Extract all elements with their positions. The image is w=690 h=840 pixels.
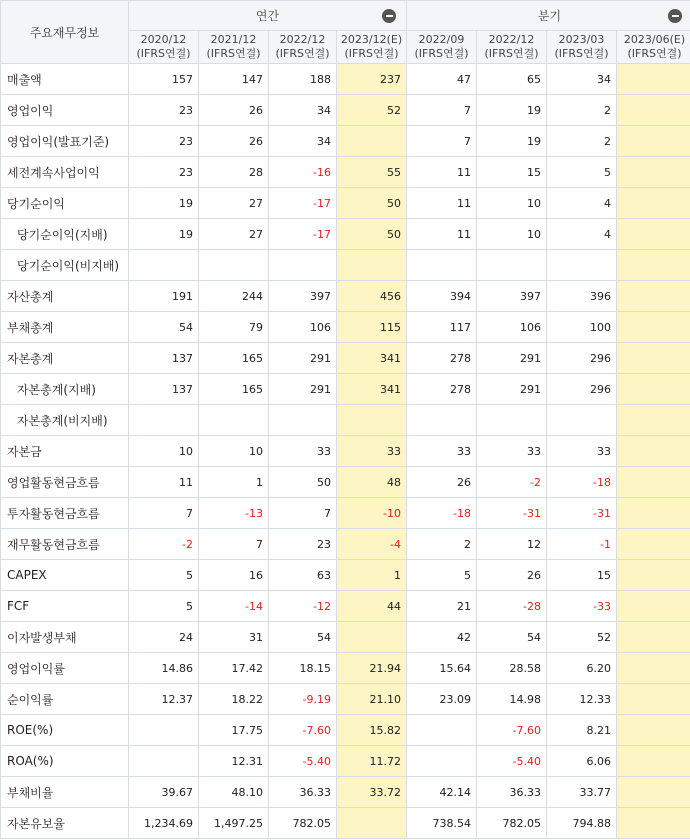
period-header <box>477 31 547 64</box>
table-cell <box>617 684 690 715</box>
table-cell: 296 <box>547 343 617 374</box>
table-cell: 100 <box>547 312 617 343</box>
period-basis: (IFRS연결) <box>136 47 191 60</box>
table-cell <box>617 529 690 560</box>
table-cell <box>617 126 690 157</box>
table-cell: 397 <box>269 281 337 312</box>
table-cell <box>407 405 477 436</box>
table-cell <box>617 653 690 684</box>
table-row <box>1 746 690 777</box>
table-cell: 106 <box>269 312 337 343</box>
row-label: 자산총계 <box>1 281 129 312</box>
row-label: CAPEX <box>1 560 129 591</box>
table-cell: 191 <box>129 281 199 312</box>
table-cell: 1 <box>337 560 407 591</box>
table-cell <box>617 777 690 808</box>
table-cell: 11.72 <box>337 746 407 777</box>
table-cell: 244 <box>199 281 269 312</box>
table-cell: 782.05 <box>477 808 547 839</box>
period-date: 2022/12 <box>488 33 535 46</box>
period-basis: (IFRS연결) <box>484 47 539 60</box>
table-cell: 137 <box>129 374 199 405</box>
table-cell <box>617 560 690 591</box>
table-cell: 52 <box>337 95 407 126</box>
table-cell: -17 <box>269 219 337 250</box>
table-cell: 55 <box>337 157 407 188</box>
period-basis: (IFRS연결) <box>414 47 469 60</box>
table-cell: -12 <box>269 591 337 622</box>
table-cell <box>617 95 690 126</box>
table-cell: 16 <box>199 560 269 591</box>
table-row <box>1 95 690 126</box>
table-cell: 23 <box>129 126 199 157</box>
table-cell: 2 <box>547 95 617 126</box>
table-cell: 34 <box>269 95 337 126</box>
row-label: 세전계속사업이익 <box>1 157 129 188</box>
table-cell: 44 <box>337 591 407 622</box>
table-cell: 4 <box>547 219 617 250</box>
table-cell: 36.33 <box>269 777 337 808</box>
table-cell: 5 <box>129 560 199 591</box>
table-cell: 11 <box>407 157 477 188</box>
table-cell: 10 <box>199 436 269 467</box>
table-cell: 36.33 <box>477 777 547 808</box>
table-cell: 17.75 <box>199 715 269 746</box>
table-cell: 19 <box>477 95 547 126</box>
table-cell: 291 <box>269 343 337 374</box>
period-header <box>269 31 337 64</box>
table-cell: 33 <box>547 436 617 467</box>
table-cell: 42 <box>407 622 477 653</box>
period-date: 2022/09 <box>418 33 465 46</box>
table-cell <box>269 250 337 281</box>
table-cell: -13 <box>199 498 269 529</box>
row-label: 자본유보율 <box>1 808 129 839</box>
table-cell: 19 <box>477 126 547 157</box>
table-cell: 157 <box>129 64 199 95</box>
table-cell: 48.10 <box>199 777 269 808</box>
table-cell <box>617 591 690 622</box>
quarterly-group-header <box>407 1 690 31</box>
table-cell: 11 <box>129 467 199 498</box>
table-cell: 7 <box>199 529 269 560</box>
table-cell: 7 <box>407 126 477 157</box>
table-cell: -9.19 <box>269 684 337 715</box>
table-cell: 33 <box>407 436 477 467</box>
table-cell <box>337 405 407 436</box>
table-row <box>1 374 690 405</box>
table-cell <box>547 250 617 281</box>
period-basis: (IFRS연결) <box>554 47 609 60</box>
table-cell: 738.54 <box>407 808 477 839</box>
table-row <box>1 405 690 436</box>
table-cell: 1,234.69 <box>129 808 199 839</box>
table-row <box>1 622 690 653</box>
table-cell <box>617 250 690 281</box>
period-date: 2023/12(E) <box>340 33 403 46</box>
table-cell: 33.72 <box>337 777 407 808</box>
table-cell <box>407 250 477 281</box>
row-label: 이자발생부채 <box>1 622 129 653</box>
annual-group-label: 연간 <box>255 9 280 23</box>
table-cell: 10 <box>129 436 199 467</box>
table-cell: -31 <box>547 498 617 529</box>
table-row <box>1 250 690 281</box>
table-cell: 5 <box>547 157 617 188</box>
table-cell <box>129 715 199 746</box>
table-cell: 21.94 <box>337 653 407 684</box>
row-label: 영업이익(발표기준) <box>1 126 129 157</box>
table-cell: 115 <box>337 312 407 343</box>
table-cell <box>617 622 690 653</box>
table-cell: -10 <box>337 498 407 529</box>
table-cell: 341 <box>337 343 407 374</box>
table-cell: 79 <box>199 312 269 343</box>
table-cell: 27 <box>199 188 269 219</box>
table-row <box>1 560 690 591</box>
table-cell: 296 <box>547 374 617 405</box>
row-label: ROA(%) <box>1 746 129 777</box>
table-cell: 47 <box>407 64 477 95</box>
table-cell: 24 <box>129 622 199 653</box>
table-cell <box>617 746 690 777</box>
table-cell: -1 <box>547 529 617 560</box>
table-row <box>1 219 690 250</box>
table-cell: -2 <box>129 529 199 560</box>
quarterly-group-label: 분기 <box>537 9 562 23</box>
table-cell: 6.20 <box>547 653 617 684</box>
table-cell: 15 <box>477 157 547 188</box>
table-cell: 19 <box>129 219 199 250</box>
table-cell: 52 <box>547 622 617 653</box>
row-label: FCF <box>1 591 129 622</box>
table-cell: 50 <box>337 219 407 250</box>
table-cell: 15.82 <box>337 715 407 746</box>
table-cell <box>199 250 269 281</box>
table-cell: 794.88 <box>547 808 617 839</box>
table-cell <box>337 622 407 653</box>
table-cell: 117 <box>407 312 477 343</box>
table-cell: -28 <box>477 591 547 622</box>
table-cell: 1,497.25 <box>199 808 269 839</box>
table-cell: 23 <box>129 95 199 126</box>
table-cell <box>617 281 690 312</box>
table-cell: 2 <box>547 126 617 157</box>
row-label: 부채비율 <box>1 777 129 808</box>
table-cell: 27 <box>199 219 269 250</box>
table-row <box>1 684 690 715</box>
table-cell: -7.60 <box>269 715 337 746</box>
period-header <box>617 31 690 64</box>
table-cell <box>477 405 547 436</box>
table-cell: 8.21 <box>547 715 617 746</box>
table-cell: 12 <box>477 529 547 560</box>
table-row <box>1 312 690 343</box>
row-label: 자본총계(지배) <box>1 374 129 405</box>
table-cell: 10 <box>477 188 547 219</box>
table-cell: 278 <box>407 374 477 405</box>
row-label: 당기순이익(지배) <box>1 219 129 250</box>
table-cell: 11 <box>407 188 477 219</box>
table-cell: 54 <box>129 312 199 343</box>
table-cell <box>407 715 477 746</box>
row-label: 순이익률 <box>1 684 129 715</box>
table-cell: 291 <box>269 374 337 405</box>
table-cell: 4 <box>547 188 617 219</box>
table-cell <box>129 746 199 777</box>
table-cell: 54 <box>269 622 337 653</box>
table-cell <box>337 808 407 839</box>
table-cell: -17 <box>269 188 337 219</box>
row-label: 부채총계 <box>1 312 129 343</box>
table-cell: 291 <box>477 374 547 405</box>
table-cell: 278 <box>407 343 477 374</box>
period-basis: (IFRS연결) <box>344 47 399 60</box>
table-cell: 7 <box>407 95 477 126</box>
table-cell: 456 <box>337 281 407 312</box>
table-cell: 33 <box>477 436 547 467</box>
table-row <box>1 157 690 188</box>
row-label: 영업이익률 <box>1 653 129 684</box>
table-cell: 31 <box>199 622 269 653</box>
table-cell: -33 <box>547 591 617 622</box>
period-date: 2022/12 <box>279 33 326 46</box>
table-cell <box>617 436 690 467</box>
table-cell: 34 <box>547 64 617 95</box>
table-cell: 14.98 <box>477 684 547 715</box>
table-cell: -2 <box>477 467 547 498</box>
table-cell: 782.05 <box>269 808 337 839</box>
table-cell: 15 <box>547 560 617 591</box>
table-cell: 18.15 <box>269 653 337 684</box>
table-row <box>1 281 690 312</box>
period-header <box>129 31 199 64</box>
table-cell <box>477 250 547 281</box>
table-cell: 396 <box>547 281 617 312</box>
table-cell: 291 <box>477 343 547 374</box>
table-cell: 42.14 <box>407 777 477 808</box>
table-row <box>1 126 690 157</box>
table-cell: 2 <box>407 529 477 560</box>
table-cell: 26 <box>199 126 269 157</box>
row-label: ROE(%) <box>1 715 129 746</box>
table-cell: 34 <box>269 126 337 157</box>
table-cell <box>617 343 690 374</box>
table-cell: 5 <box>129 591 199 622</box>
table-row <box>1 467 690 498</box>
table-cell: 165 <box>199 374 269 405</box>
table-cell: 137 <box>129 343 199 374</box>
table-row <box>1 591 690 622</box>
row-label: 재무활동현금흐름 <box>1 529 129 560</box>
table-row <box>1 529 690 560</box>
table-cell: -4 <box>337 529 407 560</box>
table-cell: 237 <box>337 64 407 95</box>
table-cell: 6.06 <box>547 746 617 777</box>
table-cell <box>617 467 690 498</box>
table-cell <box>337 250 407 281</box>
table-cell <box>199 405 269 436</box>
period-date: 2020/12 <box>140 33 187 46</box>
table-cell: 17.42 <box>199 653 269 684</box>
table-cell: 11 <box>407 219 477 250</box>
table-cell: 21 <box>407 591 477 622</box>
table-cell <box>337 126 407 157</box>
table-cell <box>617 188 690 219</box>
row-label: 자본총계 <box>1 343 129 374</box>
table-cell: 39.67 <box>129 777 199 808</box>
table-cell <box>617 219 690 250</box>
table-cell <box>129 250 199 281</box>
table-cell: -7.60 <box>477 715 547 746</box>
table-cell: 48 <box>337 467 407 498</box>
table-cell: 188 <box>269 64 337 95</box>
table-cell <box>617 808 690 839</box>
row-label: 매출액 <box>1 64 129 95</box>
table-cell: -14 <box>199 591 269 622</box>
period-header <box>337 31 407 64</box>
table-cell: 23 <box>129 157 199 188</box>
table-cell <box>617 715 690 746</box>
table-cell: 33 <box>337 436 407 467</box>
table-cell: -18 <box>547 467 617 498</box>
table-cell: 12.37 <box>129 684 199 715</box>
table-cell: 1 <box>199 467 269 498</box>
table-cell: 341 <box>337 374 407 405</box>
table-cell: 26 <box>407 467 477 498</box>
row-label: 당기순이익 <box>1 188 129 219</box>
table-cell: 147 <box>199 64 269 95</box>
quarterly-collapse-icon[interactable] <box>668 9 682 23</box>
table-cell: -5.40 <box>269 746 337 777</box>
table-cell: 26 <box>199 95 269 126</box>
period-header <box>199 31 269 64</box>
table-cell <box>617 157 690 188</box>
table-cell: 54 <box>477 622 547 653</box>
table-cell: 26 <box>477 560 547 591</box>
table-row <box>1 808 690 839</box>
table-cell <box>617 64 690 95</box>
period-header <box>547 31 617 64</box>
table-cell <box>617 405 690 436</box>
table-cell: 33 <box>269 436 337 467</box>
table-row <box>1 188 690 219</box>
table-corner-header: 주요재무정보 <box>1 1 129 64</box>
row-label: 자본총계(비지배) <box>1 405 129 436</box>
table-cell: 63 <box>269 560 337 591</box>
row-label: 당기순이익(비지배) <box>1 250 129 281</box>
table-cell <box>617 498 690 529</box>
table-cell: 12.31 <box>199 746 269 777</box>
table-cell: 15.64 <box>407 653 477 684</box>
annual-collapse-icon[interactable] <box>382 9 396 23</box>
row-label: 영업활동현금흐름 <box>1 467 129 498</box>
table-cell <box>547 405 617 436</box>
period-basis: (IFRS연결) <box>206 47 261 60</box>
table-cell: 5 <box>407 560 477 591</box>
table-cell: 50 <box>337 188 407 219</box>
table-cell: -5.40 <box>477 746 547 777</box>
table-cell: 10 <box>477 219 547 250</box>
table-row <box>1 653 690 684</box>
table-cell: -18 <box>407 498 477 529</box>
table-cell: 106 <box>477 312 547 343</box>
table-cell <box>269 405 337 436</box>
table-cell <box>617 374 690 405</box>
table-cell: 12.33 <box>547 684 617 715</box>
period-basis: (IFRS연결) <box>627 47 682 60</box>
table-cell: 50 <box>269 467 337 498</box>
table-row <box>1 64 690 95</box>
table-cell: -16 <box>269 157 337 188</box>
table-cell <box>617 312 690 343</box>
table-cell: 33.77 <box>547 777 617 808</box>
table-cell: 18.22 <box>199 684 269 715</box>
table-cell: 7 <box>269 498 337 529</box>
table-cell: 14.86 <box>129 653 199 684</box>
table-cell: 19 <box>129 188 199 219</box>
table-cell: 28.58 <box>477 653 547 684</box>
row-label: 자본금 <box>1 436 129 467</box>
table-cell: 165 <box>199 343 269 374</box>
table-cell <box>129 405 199 436</box>
table-row <box>1 343 690 374</box>
row-label: 투자활동현금흐름 <box>1 498 129 529</box>
table-cell: 65 <box>477 64 547 95</box>
table-row <box>1 777 690 808</box>
annual-group-header <box>129 1 407 31</box>
period-date: 2021/12 <box>210 33 257 46</box>
table-cell: 23.09 <box>407 684 477 715</box>
table-row <box>1 498 690 529</box>
period-header <box>407 31 477 64</box>
table-cell: 23 <box>269 529 337 560</box>
table-cell: 28 <box>199 157 269 188</box>
table-cell <box>407 746 477 777</box>
table-row <box>1 715 690 746</box>
table-cell: 21.10 <box>337 684 407 715</box>
row-label: 영업이익 <box>1 95 129 126</box>
period-date: 2023/03 <box>558 33 605 46</box>
table-row <box>1 436 690 467</box>
table-cell: 397 <box>477 281 547 312</box>
period-date: 2023/06(E) <box>623 33 686 46</box>
table-cell: 394 <box>407 281 477 312</box>
period-basis: (IFRS연결) <box>275 47 330 60</box>
table-cell: 7 <box>129 498 199 529</box>
table-cell: -31 <box>477 498 547 529</box>
